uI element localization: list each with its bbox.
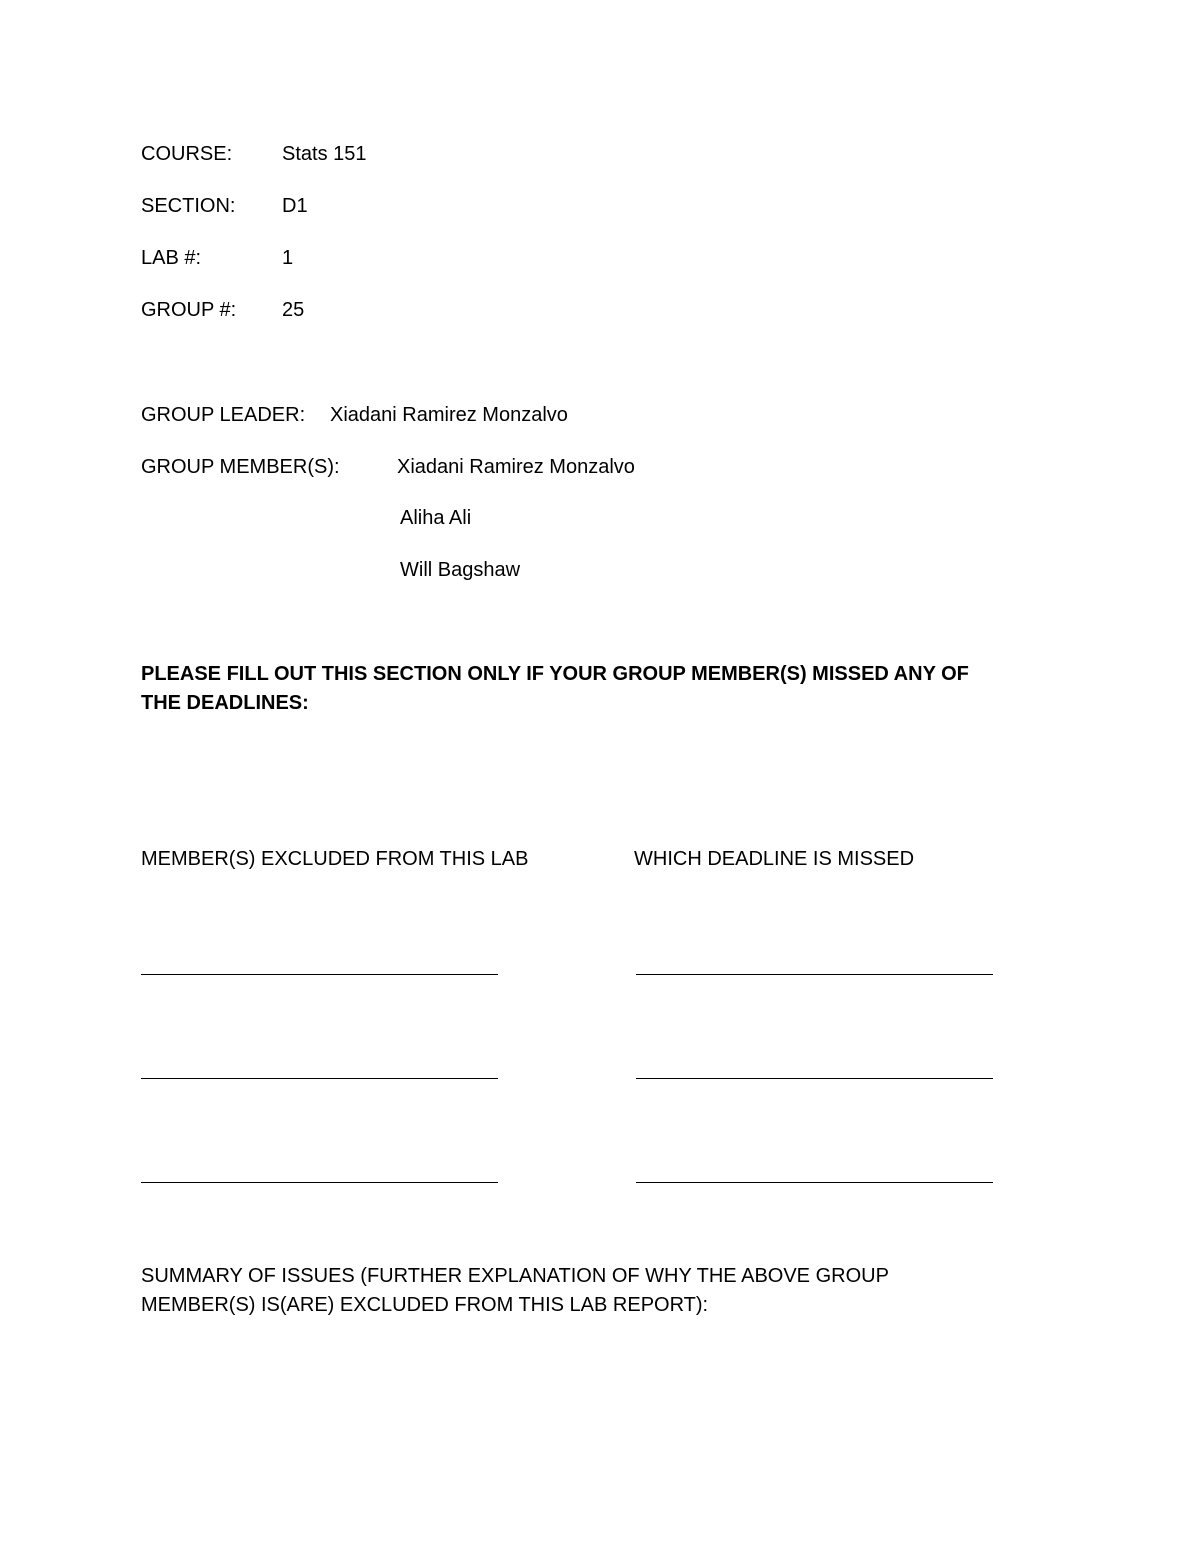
missed-deadline-notice-line1: PLEASE FILL OUT THIS SECTION ONLY IF YOUR GROUP MEMBER(S) MISSED ANY OF: [141, 663, 969, 685]
course-value: Stats 151: [282, 143, 367, 165]
summary-of-issues-line2: MEMBER(S) IS(ARE) EXCLUDED FROM THIS LAB REPORT):: [141, 1294, 709, 1316]
lab-number-label: LAB #:: [141, 247, 202, 269]
excluded-member-blank-line[interactable]: [141, 1182, 498, 1183]
excluded-member-blank-line[interactable]: [141, 974, 498, 975]
missed-deadline-header: WHICH DEADLINE IS MISSED: [634, 848, 915, 870]
group-number-label: GROUP #:: [141, 299, 237, 321]
section-value: D1: [282, 195, 308, 217]
group-member-name: Xiadani Ramirez Monzalvo: [397, 456, 635, 478]
missed-deadline-blank-line[interactable]: [636, 974, 993, 975]
missed-deadline-blank-line[interactable]: [636, 1078, 993, 1079]
course-label: COURSE:: [141, 143, 233, 165]
summary-of-issues-line1: SUMMARY OF ISSUES (FURTHER EXPLANATION OF WHY THE ABOVE GROUP: [141, 1265, 889, 1287]
missed-deadline-blank-line[interactable]: [636, 1182, 993, 1183]
group-member-name: Will Bagshaw: [400, 559, 521, 581]
excluded-members-header: MEMBER(S) EXCLUDED FROM THIS LAB: [141, 848, 529, 870]
group-number-value: 25: [282, 299, 305, 321]
excluded-member-blank-line[interactable]: [141, 1078, 498, 1079]
missed-deadline-notice-line2: THE DEADLINES:: [141, 692, 309, 714]
group-leader-label: GROUP LEADER:: [141, 404, 306, 426]
group-leader-name: Xiadani Ramirez Monzalvo: [330, 404, 568, 426]
group-members-label: GROUP MEMBER(S):: [141, 456, 340, 478]
group-member-name: Aliha Ali: [400, 507, 472, 529]
section-label: SECTION:: [141, 195, 236, 217]
lab-number-value: 1: [282, 247, 294, 269]
